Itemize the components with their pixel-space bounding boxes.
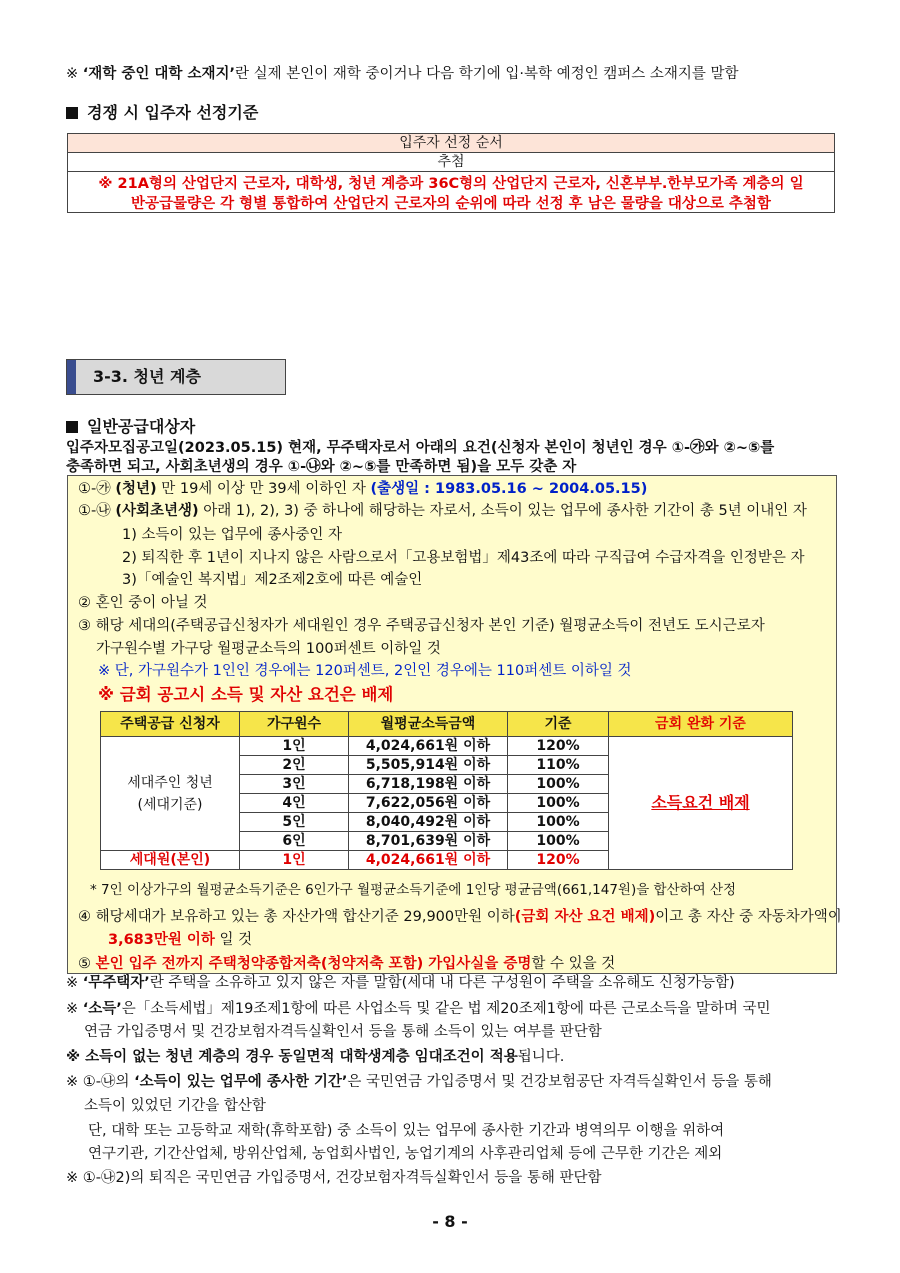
group-label-cell: 세대주인 청년 (세대기준)	[101, 737, 240, 851]
amount-cell: 5,505,914원 이하	[349, 756, 508, 775]
ratio-cell: 100%	[508, 794, 609, 813]
condition-income-exception: ※ 단, 가구원수가 1인인 경우에는 120퍼센트, 2인인 경우에는 110퍼센트 이하일 것	[98, 663, 632, 679]
condition-new-worker: ①-㉯ (사회초년생) 아래 1), 2), 3) 중 하나에 해당하는 자로서, 소득이 있는 업무에 종사한 기간이 총 5년 이내인 자	[78, 503, 807, 519]
campus-location-note: ※ ‘재학 중인 대학 소재지’란 실제 본인이 재학 중이거나 다음 학기에 입·복학 예정인 캠퍼스 소재지를 말함	[66, 66, 739, 82]
section-accent-bar	[67, 360, 76, 394]
note-work-period: ※ ①-㉯의 ‘소득이 있는 업무에 종사한 기간’은 국민연금 가입증명서 및 건강보험공단 자격득실확인서 등을 통해	[66, 1074, 772, 1090]
condition-assets-line1: ④ 해당세대가 보유하고 있는 총 자산가액 합산기준 29,900만원 이하(금회 자산 요건 배제)이고 총 자산 중 자동차가액이	[78, 909, 842, 925]
applicant-cell: 세대원(본인)	[101, 851, 240, 870]
ratio-cell: 100%	[508, 813, 609, 832]
members-cell: 1인	[240, 851, 349, 870]
income-criteria-table	[100, 711, 793, 870]
square-bullet-icon	[66, 107, 78, 119]
header-amount: 월평균소득금액	[349, 712, 508, 737]
header-relief: 금회 완화 기준	[609, 712, 793, 737]
income-table-header-row	[101, 712, 793, 737]
members-cell: 2인	[240, 756, 349, 775]
income-table-footnote: * 7인 이상가구의 월평균소득기준은 6인가구 월평균소득기준에 1인당 평균금액(661,147원)을 합산하여 산정	[90, 882, 737, 898]
condition-savings: ⑤ 본인 입주 전까지 주택청약종합저축(청약저축 포함) 가입사실을 증명할 수 있을 것	[78, 956, 616, 972]
selection-table	[67, 133, 835, 213]
ratio-cell: 120%	[508, 851, 609, 870]
header-members: 가구원수	[240, 712, 349, 737]
note-retirement: ※ ①-㉯2)의 퇴직은 국민연금 가입증명서, 건강보험자격득실확인서 등을 통해 판단함	[66, 1170, 602, 1186]
condition-income-line1: ③ 해당 세대의(주택공급신청자가 세대원인 경우 주택공급신청자 본인 기준) 월평균소득이 전년도 도시근로자	[78, 618, 765, 634]
general-supply-heading: 일반공급대상자	[66, 416, 195, 438]
condition-new-worker-sub2: 2) 퇴직한 후 1년이 지나지 않은 사람으로서「고용보험법」제43조에 따라 구직급여 수급자격을 인정받은 자	[122, 550, 805, 566]
ratio-cell: 100%	[508, 775, 609, 794]
amount-cell: 4,024,661원 이하	[349, 737, 508, 756]
income-asset-exclusion-notice: ※ 금회 공고시 소득 및 자산 요건은 배제	[98, 685, 394, 704]
square-bullet-icon	[66, 421, 78, 433]
general-intro-line1: 입주자모집공고일(2023.05.15) 현재, 무주택자로서 아래의 요건(신청자 본인이 청년인 경우 ①-㉮와 ②~⑤를	[66, 440, 775, 456]
note-homeless: ※ ‘무주택자’란 주택을 소유하고 있지 않은 자를 말함(세대 내 다른 구성원이 주택을 소유해도 신청가능함)	[66, 975, 735, 991]
members-cell: 6인	[240, 832, 349, 851]
note-no-income: ※ 소득이 없는 청년 계층의 경우 동일면적 대학생계층 임대조건이 적용됩니다.	[66, 1049, 565, 1065]
note-income-definition-cont: 연금 가입증명서 및 건강보험자격득실확인서 등을 통해 소득이 있는 여부를 판단함	[84, 1024, 602, 1040]
amount-cell: 4,024,661원 이하	[349, 851, 508, 870]
selection-note: ※ 21A형의 산업단지 근로자, 대학생, 청년 계층과 36C형의 산업단지 근로자, 신혼부부.한부모가족 계층의 일 반공급물량은 각 형별 통합하여 산업단지 근로자의 순위에 따라 선정 후 남은 물량을 대상으로 추첨함	[98, 176, 804, 212]
ratio-cell: 100%	[508, 832, 609, 851]
condition-income-line2: 가구원수별 가구당 월평균소득의 100퍼센트 이하일 것	[96, 641, 441, 657]
selection-table-header: 입주자 선정 순서	[68, 134, 834, 153]
amount-cell: 6,718,198원 이하	[349, 775, 508, 794]
header-applicant: 주택공급 신청자	[101, 712, 240, 737]
page-number: - 8 -	[432, 1212, 468, 1231]
condition-unmarried: ② 혼인 중이 아닐 것	[78, 595, 208, 611]
relief-cell: 소득요건 배제	[609, 737, 793, 870]
members-cell: 5인	[240, 813, 349, 832]
selection-order-cell: 추첨	[68, 153, 834, 172]
note-work-period-exception1: 단, 대학 또는 고등학교 재학(휴학포함) 중 소득이 있는 업무에 종사한 기간과 병역의무 이행을 위하여	[88, 1123, 725, 1139]
general-intro-line2: 충족하면 되고, 사회초년생의 경우 ①-㉯와 ②~⑤를 만족하면 됨)을 모두 갖춘 자	[66, 459, 577, 475]
members-cell: 3인	[240, 775, 349, 794]
section-title: 3-3. 청년 계층	[93, 367, 201, 386]
note-work-period-cont: 소득이 있었던 기간을 합산함	[84, 1098, 266, 1114]
condition-assets-line2: 3,683만원 이하 일 것	[108, 932, 253, 948]
note-work-period-exception2: 연구기관, 기간산업체, 방위산업체, 농업회사법인, 농업기계의 사후관리업체 등에 근무한 기간은 제외	[88, 1146, 723, 1162]
table-row	[101, 737, 793, 756]
members-cell: 4인	[240, 794, 349, 813]
header-ratio: 기준	[508, 712, 609, 737]
selection-criteria-heading: 경쟁 시 입주자 선정기준	[66, 102, 258, 124]
members-cell: 1인	[240, 737, 349, 756]
amount-cell: 7,622,056원 이하	[349, 794, 508, 813]
amount-cell: 8,701,639원 이하	[349, 832, 508, 851]
section-title-box	[66, 359, 286, 395]
note-income-definition: ※ ‘소득’은「소득세법」제19조제1항에 따른 사업소득 및 같은 법 제20조제1항에 따른 근로소득을 말하며 국민	[66, 1001, 771, 1017]
condition-youth: ①-㉮ (청년) 만 19세 이상 만 39세 이하인 자 (출생일 : 1983.05.16 ~ 2004.05.15)	[78, 481, 648, 497]
ratio-cell: 120%	[508, 737, 609, 756]
condition-new-worker-sub3: 3)「예술인 복지법」제2조제2호에 따른 예술인	[122, 572, 423, 588]
amount-cell: 8,040,492원 이하	[349, 813, 508, 832]
condition-new-worker-sub1: 1) 소득이 있는 업무에 종사중인 자	[122, 527, 343, 543]
ratio-cell: 110%	[508, 756, 609, 775]
